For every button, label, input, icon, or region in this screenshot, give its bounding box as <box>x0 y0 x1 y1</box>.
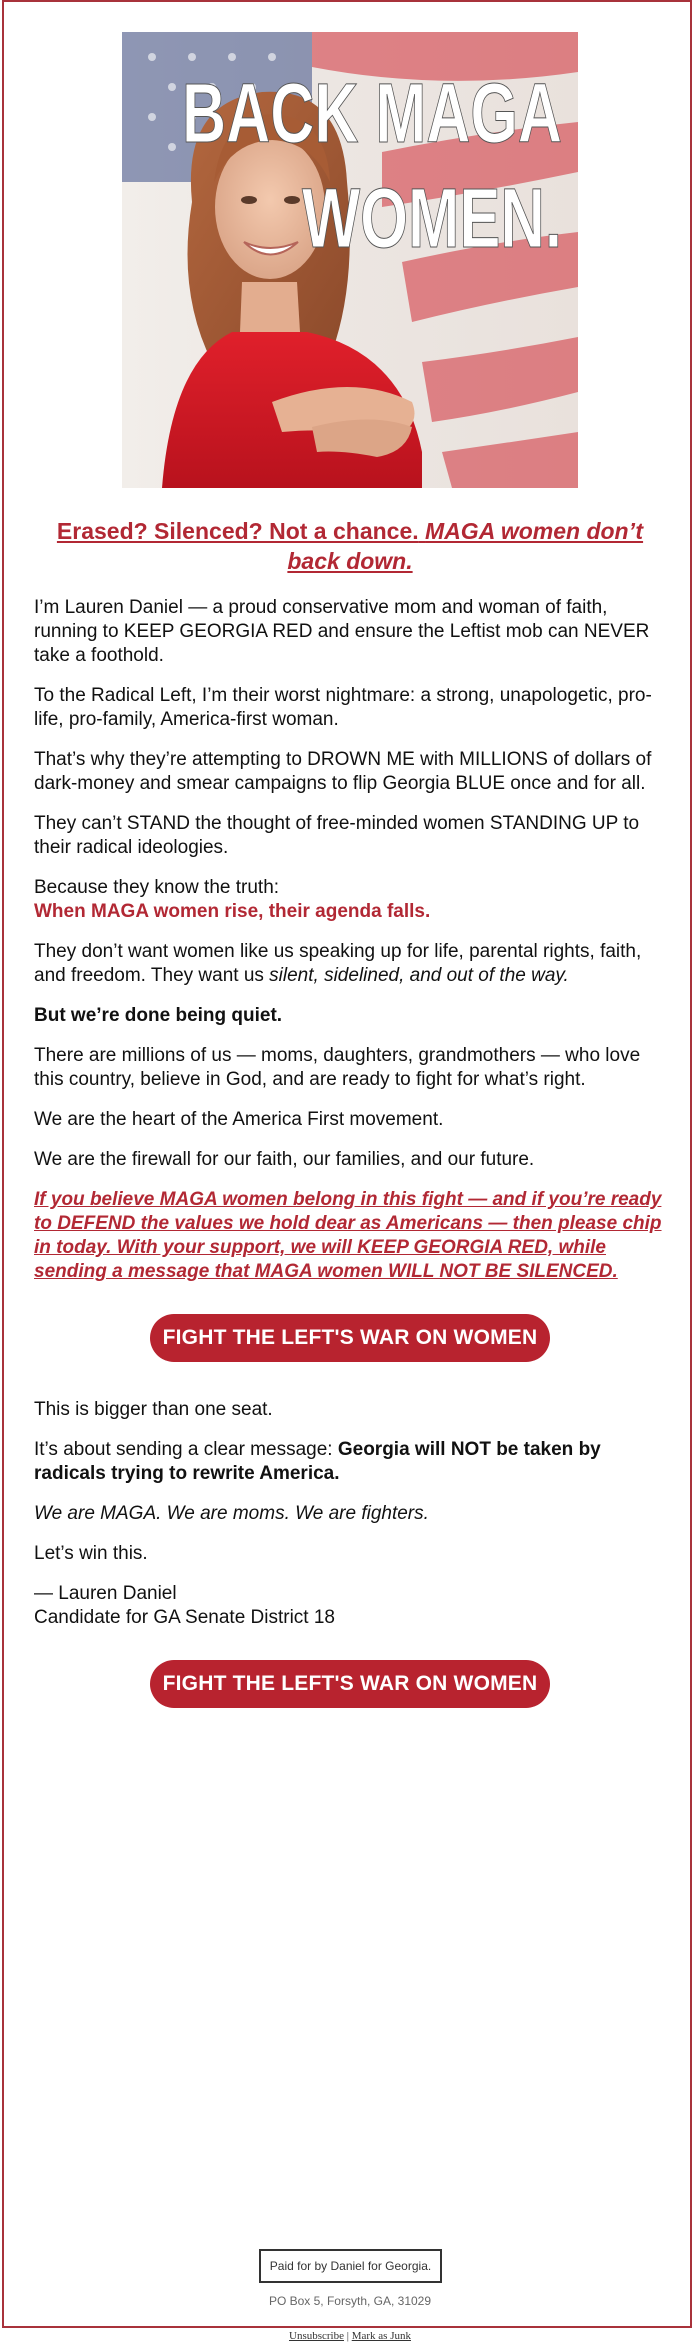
we-are-text: We are MAGA. We are moms. We are fighters. <box>34 1503 429 1524</box>
unsubscribe-link[interactable]: Unsubscribe <box>289 2330 344 2342</box>
cta-button-wrap-1 <box>34 1314 666 1362</box>
paragraph-win: Let’s win this. <box>34 1543 148 1564</box>
signature-name: — Lauren Daniel <box>34 1583 177 1604</box>
unsubscribe-bar <box>0 2330 700 2342</box>
paragraph-heart: We are the heart of the America First movement. <box>34 1109 444 1130</box>
headline-part2: MAGA women don’t back down. <box>287 518 644 574</box>
message-bold: Georgia will NOT be taken by radicals trying to rewrite America. <box>34 1439 601 1484</box>
paragraph-nightmare: To the Radical Left, I’m their worst nightmare: a strong, unapologetic, pro-life, pro-family, America-first woman. <box>34 685 652 730</box>
paragraph-message <box>34 1438 666 1486</box>
paragraph-bigger: This is bigger than one seat. <box>34 1399 273 1420</box>
signature-title: Candidate for GA Senate District 18 <box>34 1607 335 1628</box>
mark-junk-link[interactable]: Mark as Junk <box>351 2330 411 2342</box>
headline[interactable] <box>34 516 666 576</box>
paragraph-truth <box>34 876 666 924</box>
headline-part1: Erased? Silenced? Not a chance. <box>56 518 419 544</box>
done-quiet-text: But we’re done being quiet. <box>34 1005 283 1026</box>
paragraph-we-are <box>34 1502 666 1526</box>
cta-button-wrap-2 <box>34 1660 666 1708</box>
footer-separator: | <box>346 2330 349 2342</box>
silenced-italic: silent, sidelined, and out of the way. <box>269 965 569 986</box>
paragraph-silenced <box>34 940 666 988</box>
paragraph-dark-money: That’s why they’re attempting to DROWN ME with MILLIONS of dollars of dark-money and smear campaigns to flip Georgia BLUE once and for all. <box>34 749 652 794</box>
paragraph-firewall: We are the firewall for our faith, our families, and our future. <box>34 1149 535 1170</box>
paragraph-stand: They can’t STAND the thought of free-minded women STANDING UP to their radical ideologies. <box>34 813 640 858</box>
hero-graphic <box>122 32 578 488</box>
fight-button-1[interactable]: FIGHT THE LEFT'S WAR ON WOMEN <box>150 1314 550 1362</box>
hero-line2: WOMEN. <box>302 171 562 265</box>
truth-lead: Because they know the truth: <box>34 877 280 898</box>
hero-image[interactable] <box>122 32 578 488</box>
truth-statement: When MAGA women rise, their agenda falls. <box>34 901 431 922</box>
paragraph-intro: I’m Lauren Daniel — a proud conservative mom and woman of faith, running to KEEP GEORGIA RED and ensure the Leftist mob can NEVER take a foothold. <box>34 597 650 666</box>
mailing-address: PO Box 5, Forsyth, GA, 31029 <box>268 2294 432 2308</box>
signature <box>34 1582 666 1630</box>
email-body <box>34 516 666 1744</box>
paid-for-box: Paid for by Daniel for Georgia. <box>259 2249 442 2283</box>
fight-button-2[interactable]: FIGHT THE LEFT'S WAR ON WOMEN <box>150 1660 550 1708</box>
hero-line1: BACK MAGA <box>182 66 562 160</box>
message-main: It’s about sending a clear message: <box>34 1439 338 1460</box>
paragraph-millions: There are millions of us — moms, daughters, grandmothers — who love this country, believe in God, and are ready to fight for what’s right. <box>34 1045 641 1090</box>
silenced-main: They don’t want women like us speaking up for life, parental rights, faith, and freedom. They want us <box>34 941 642 986</box>
paragraph-done-quiet <box>34 1004 666 1028</box>
cta-paragraph-link[interactable]: If you believe MAGA women belong in this fight — and if you’re ready to DEFEND the values we hold dear as Americans — then please chip in today. With your support, we will KEEP GEORGIA RED, while sending a message that MAGA women WILL NOT BE SILENCED. <box>34 1189 662 1282</box>
